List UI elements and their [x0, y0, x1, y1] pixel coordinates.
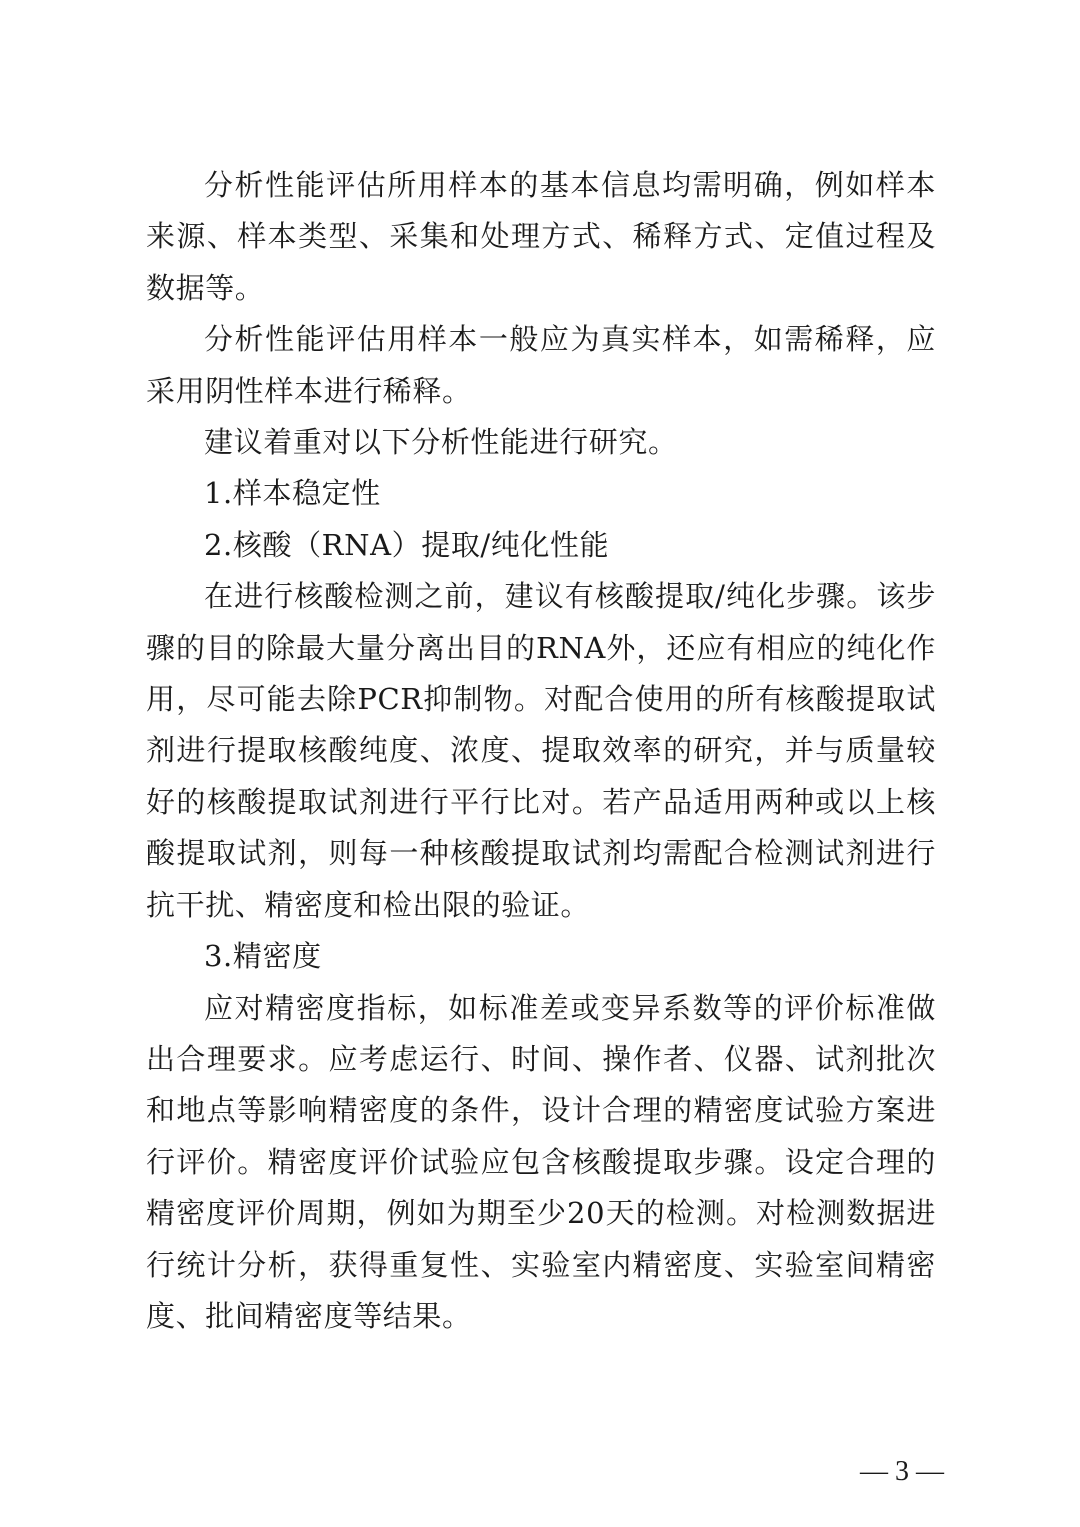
heading-nucleic-acid-extraction: 2.核酸（RNA）提取/纯化性能: [204, 527, 610, 562]
heading-sample-stability: 1.样本稳定性: [204, 476, 381, 511]
paragraph-sample-source: 分析性能评估用样本一般应为真实样本，如需稀释，应采用阴性样本进行稀释。: [146, 322, 936, 408]
paragraph-research-suggestion: 建议着重对以下分析性能进行研究。: [204, 425, 678, 460]
body-text: [146, 160, 936, 1342]
paragraph-sample-info: 分析性能评估所用样本的基本信息均需明确，例如样本来源、样本类型、采集和处理方式、稀释方式、定值过程及数据等。: [146, 168, 936, 305]
paragraph-precision: 应对精密度指标，如标准差或变异系数等的评价标准做出合理要求。应考虑运行、时间、操作者、仪器、试剂批次和地点等影响精密度的条件，设计合理的精密度试验方案进行评价。精密度评价试验应包含核酸提取步骤。设定合理的精密度评价周期，例如为期至少20天的检测。对检测数据进行统计分析，获得重复性、实验室内精密度、实验室间精密度、批间精密度等结果。: [146, 990, 936, 1333]
heading-precision: 3.精密度: [204, 939, 322, 974]
paragraph-nucleic-acid-extraction: 在进行核酸检测之前，建议有核酸提取/纯化步骤。该步骤的目的除最大量分离出目的RNA外，还应有相应的纯化作用，尽可能去除PCR抑制物。对配合使用的所有核酸提取试剂进行提取核酸纯度、浓度、提取效率的研究，并与质量较好的核酸提取试剂进行平行比对。若产品适用两种或以上核酸提取试剂，则每一种核酸提取试剂均需配合检测试剂进行抗干扰、精密度和检出限的验证。: [146, 579, 936, 922]
page-number: — 3 —: [860, 1456, 944, 1487]
